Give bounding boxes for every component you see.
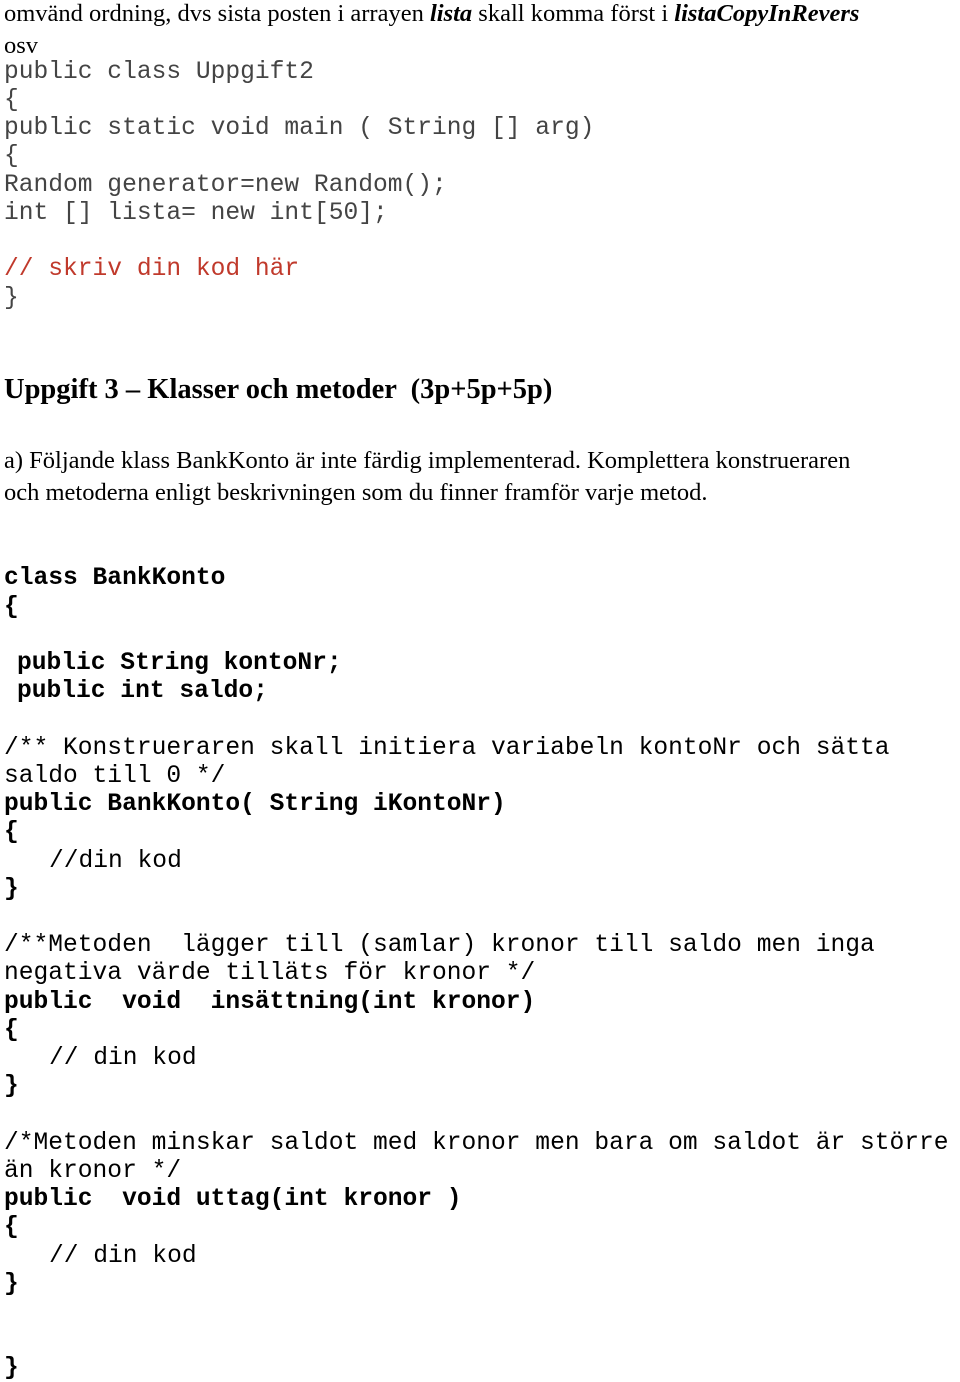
field-saldo: public int saldo; [17, 678, 268, 705]
intro-text-1: omvänd ordning, dvs sista posten i arrayen [4, 0, 430, 27]
uttag-comment-line-1: /*Metoden minskar saldot med kronor men bara om saldot är större [4, 1130, 949, 1157]
uppgift2-comment: // skriv din kod här [4, 256, 300, 283]
ctor-body-comment: //din kod [49, 848, 182, 875]
ctor-comment-line-1: /** Konstrueraren skall initiera variabeln kontoNr och sätta [4, 735, 890, 762]
bankkonto-open-brace: { [4, 594, 19, 621]
insattning-comment-line-2: negativa värde tilläts för kronor */ [4, 960, 536, 987]
intro-line [4, 2, 859, 27]
uppgift2-class-decl: public class Uppgift2 [4, 59, 314, 86]
ctor-comment-line-2: saldo till 0 */ [4, 763, 226, 790]
uttag-open-brace: { [4, 1214, 19, 1241]
bankkonto-class-decl: class BankKonto [4, 565, 226, 592]
insattning-close-brace: } [4, 1073, 19, 1100]
uttag-close-brace: } [4, 1271, 19, 1298]
field-kontonr: public String kontoNr; [17, 650, 342, 677]
insattning-decl: public void insättning(int kronor) [4, 989, 536, 1016]
uppgift2-open-brace-1: { [4, 87, 19, 114]
uppgift2-main-decl: public static void main ( String [] arg) [4, 115, 595, 142]
ctor-close-brace: } [4, 876, 19, 903]
uppgift3-desc-line-1: a) Följande klass BankKonto är inte färdig implementerad. Komplettera konstrueraren [4, 447, 851, 474]
intro-text-2: skall komma först i [472, 0, 675, 27]
intro-osv: osv [4, 32, 39, 59]
insattning-comment-line-1: /**Metoden lägger till (samlar) kronor till saldo men inga [4, 932, 875, 959]
uttag-decl: public void uttag(int kronor ) [4, 1186, 462, 1213]
ctor-open-brace: { [4, 819, 19, 846]
uttag-comment-line-2: än kronor */ [4, 1158, 182, 1185]
uppgift2-open-brace-2: { [4, 143, 19, 170]
ctor-decl: public BankKonto( String iKontoNr) [4, 791, 506, 818]
uppgift2-close-brace: } [4, 285, 19, 312]
uppgift3-desc-line-2: och metoderna enligt beskrivningen som du finner framför varje metod. [4, 479, 708, 506]
insattning-body-comment: // din kod [49, 1045, 197, 1072]
insattning-open-brace: { [4, 1017, 19, 1044]
intro-copy-name: listaCopyInRevers [674, 0, 860, 27]
uttag-body-comment: // din kod [49, 1243, 197, 1270]
intro-lista: lista [429, 0, 473, 27]
bankkonto-class-close-brace: } [4, 1355, 19, 1382]
uppgift2-random-line: Random generator=new Random(); [4, 172, 447, 199]
uppgift3-heading: Uppgift 3 – Klasser och metoder (3p+5p+5p) [4, 374, 553, 405]
uppgift2-array-line: int [] lista= new int[50]; [4, 200, 388, 227]
